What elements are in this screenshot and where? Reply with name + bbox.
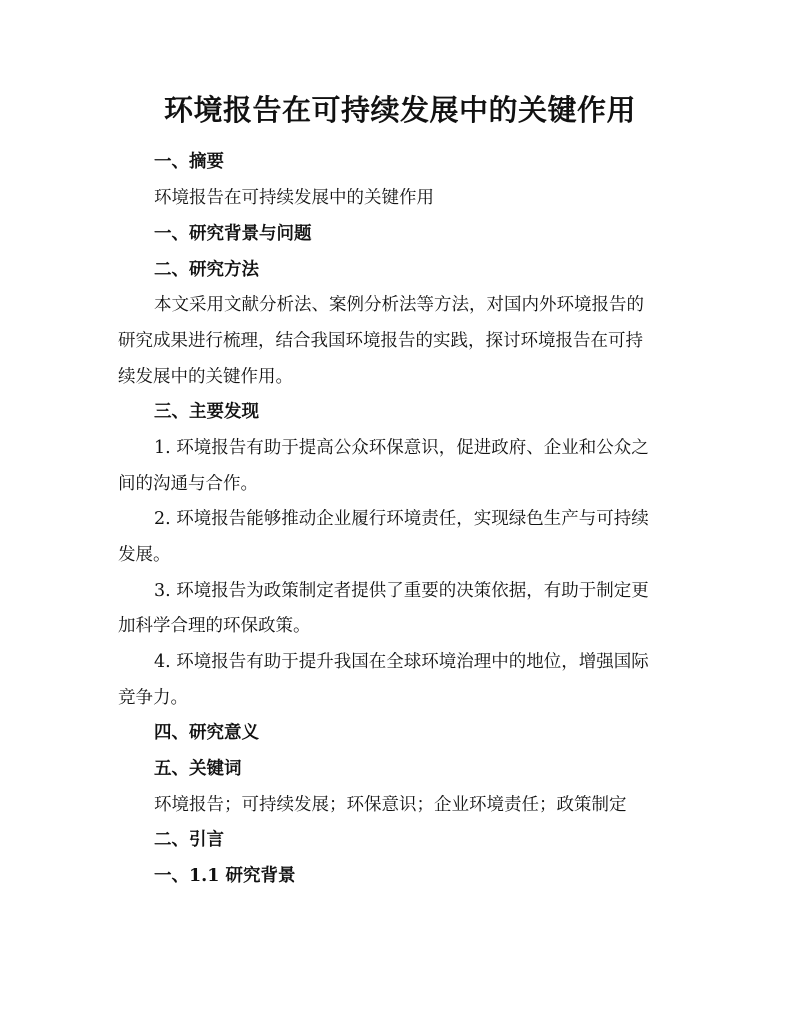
finding-4-line-1: 4. 环境报告有助于提升我国在全球环境治理中的地位，增强国际 (154, 652, 649, 672)
methods-line-3: 续发展中的关键作用。 (118, 367, 293, 387)
abstract-text: 环境报告在可持续发展中的关键作用 (154, 188, 434, 208)
document-title: 环境报告在可持续发展中的关键作用 (163, 93, 636, 127)
heading-background: 一、研究背景与问题 (154, 224, 312, 244)
heading-abstract: 一、摘要 (154, 152, 224, 172)
finding-2-line-1: 2. 环境报告能够推动企业履行环境责任，实现绿色生产与可持续 (154, 509, 649, 529)
finding-1-line-1: 1. 环境报告有助于提高公众环保意识，促进政府、企业和公众之 (154, 438, 649, 458)
heading-significance: 四、研究意义 (154, 723, 259, 743)
keywords-text: 环境报告；可持续发展；环保意识；企业环境责任；政策制定 (154, 795, 627, 815)
heading-keywords: 五、关键词 (154, 759, 242, 779)
heading-findings: 三、主要发现 (154, 402, 259, 422)
heading-research-background: 一、1.1 研究背景 (154, 866, 296, 886)
finding-3-line-2: 加科学合理的环保政策。 (118, 616, 311, 636)
finding-4-line-2: 竞争力。 (118, 688, 188, 708)
methods-line-2: 研究成果进行梳理，结合我国环境报告的实践，探讨环境报告在可持 (118, 331, 643, 351)
finding-1-line-2: 间的沟通与合作。 (118, 474, 258, 494)
finding-3-line-1: 3. 环境报告为政策制定者提供了重要的决策依据，有助于制定更 (154, 581, 649, 601)
finding-2-line-2: 发展。 (118, 545, 171, 565)
methods-line-1: 本文采用文献分析法、案例分析法等方法，对国内外环境报告的 (154, 295, 644, 315)
heading-introduction: 二、引言 (154, 830, 224, 850)
heading-methods: 二、研究方法 (154, 260, 259, 280)
